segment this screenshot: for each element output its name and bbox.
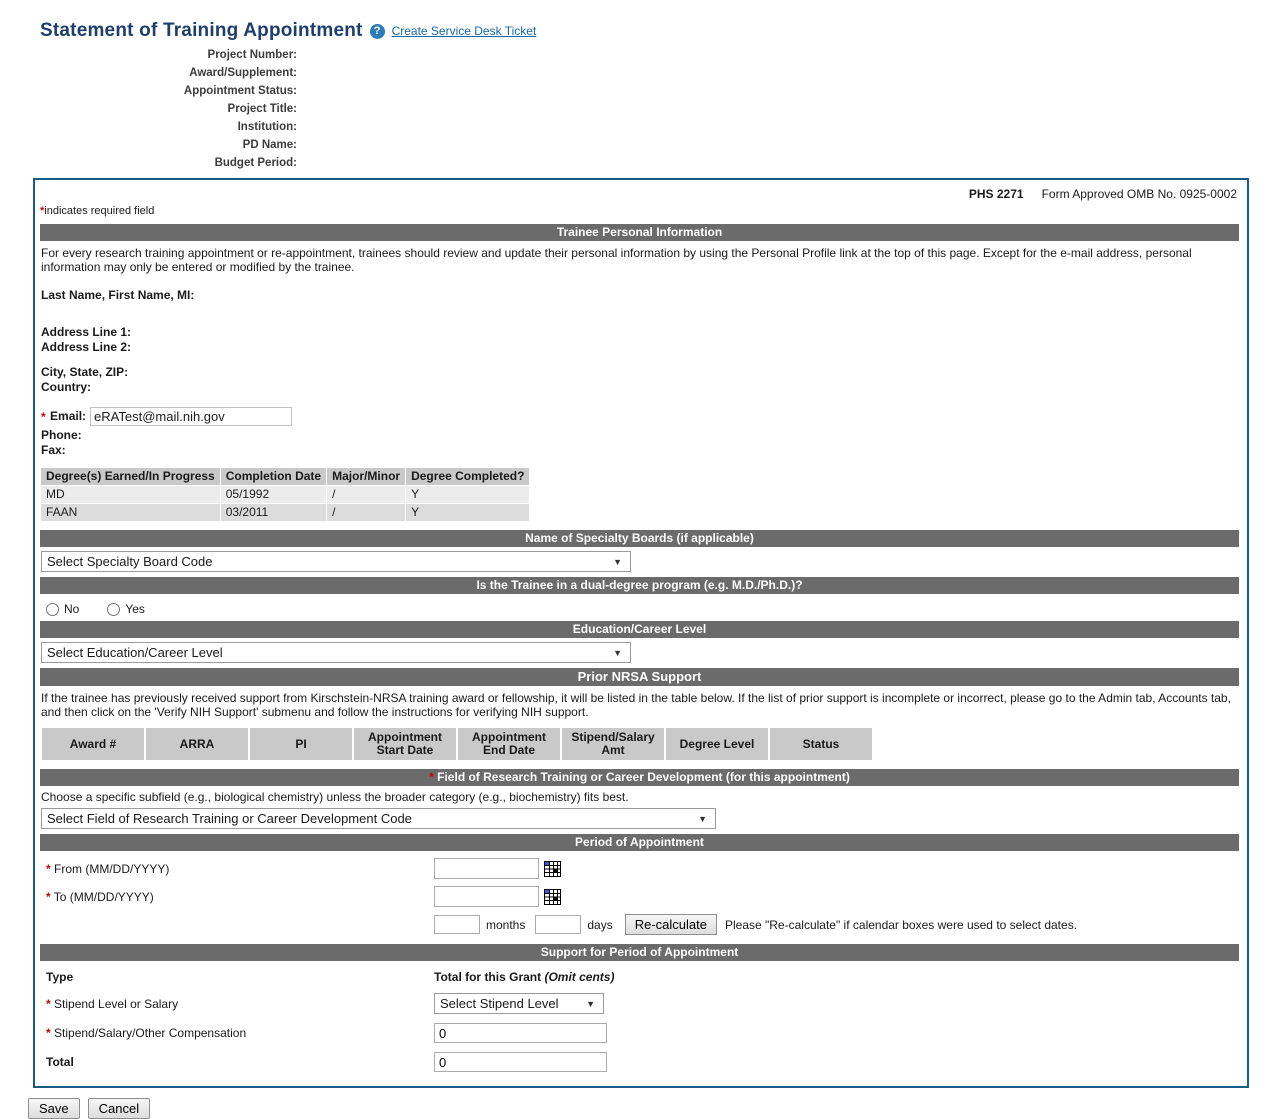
prior-header-stipend: Stipend/Salary Amt — [562, 728, 664, 760]
to-date-label: * To (MM/DD/YYYY) — [46, 889, 154, 904]
email-label: Email: — [50, 409, 87, 423]
prior-header-status: Status — [770, 728, 872, 760]
to-date-input[interactable] — [434, 886, 539, 907]
section-trainee-personal-information: Trainee Personal Information — [40, 224, 1239, 241]
pd-name-label: PD Name: — [242, 139, 297, 151]
section-support-period: Support for Period of Appointment — [40, 944, 1239, 961]
address1-label: Address Line 1: — [41, 325, 132, 339]
page-title: Statement of Training Appointment — [40, 20, 363, 41]
completion-cell: 03/2011 — [221, 504, 326, 521]
prior-header-end-date: Appointment End Date — [458, 728, 560, 760]
degrees-header-major: Major/Minor — [327, 468, 405, 485]
city-state-zip-label: City, State, ZIP: — [41, 365, 129, 379]
personal-info-intro: For every research training appointment or re-appointment, trainees should review and update their personal information by using the Personal Profile link at the top of this page. Except for the e-mail address, personal information may only be entered or modified by the trainee. — [41, 246, 1192, 274]
address2-label: Address Line 2: — [41, 340, 132, 354]
omb-approval: Form Approved OMB No. 0925-0002 — [1041, 187, 1237, 201]
create-service-desk-ticket-link[interactable]: Create Service Desk Ticket — [391, 24, 537, 38]
table-row — [41, 504, 529, 521]
prior-header-arra: ARRA — [146, 728, 248, 760]
award-supplement-label: Award/Supplement: — [189, 67, 297, 79]
email-required-asterisk: * — [41, 409, 46, 424]
grant-total-header: Total for this Grant (Omit cents) — [434, 970, 615, 984]
total-row — [40, 1052, 1239, 1072]
section-dual-degree: Is the Trainee in a dual-degree program (e.g. M.D./Ph.D.)? — [40, 577, 1239, 594]
completed-cell: Y — [406, 504, 529, 521]
cancel-button[interactable]: Cancel — [88, 1098, 150, 1119]
total-input[interactable] — [434, 1052, 607, 1072]
months-input[interactable] — [434, 915, 480, 934]
duration-row — [40, 914, 1239, 935]
total-label: Total — [46, 1055, 74, 1069]
to-date-row — [40, 886, 1239, 907]
major-cell: / — [327, 486, 405, 503]
name-label: Last Name, First Name, MI: — [41, 288, 195, 302]
support-header-row — [40, 970, 1239, 984]
appointment-status-label: Appointment Status: — [183, 85, 297, 97]
compensation-label: * Stipend/Salary/Other Compensation — [46, 1026, 247, 1040]
section-period-of-appointment: Period of Appointment — [40, 834, 1239, 851]
stipend-level-select[interactable]: Select Stipend Level ▼ — [434, 993, 604, 1014]
save-button[interactable]: Save — [28, 1098, 80, 1119]
from-date-input[interactable] — [434, 858, 539, 879]
type-label: Type — [46, 970, 74, 984]
major-cell: / — [327, 504, 405, 521]
chevron-down-icon: ▼ — [613, 647, 622, 658]
from-date-label: * From (MM/DD/YYYY) — [46, 861, 170, 876]
phone-label: Phone: — [41, 428, 82, 442]
completion-cell: 05/1992 — [221, 486, 326, 503]
degree-cell: MD — [41, 486, 220, 503]
specialty-board-select[interactable]: Select Specialty Board Code ▼ — [41, 551, 631, 572]
degrees-table — [40, 467, 530, 522]
from-date-row — [40, 858, 1239, 879]
stipend-level-label: * Stipend Level or Salary — [46, 996, 179, 1011]
form-number: PHS 2271 — [968, 187, 1024, 201]
required-field-note: *indicates required field — [40, 205, 155, 217]
stipend-level-row — [40, 993, 1239, 1014]
table-row — [41, 486, 529, 503]
dual-degree-yes-label: Yes — [125, 602, 145, 616]
dual-degree-radio-group — [46, 602, 1239, 616]
dual-degree-no-radio[interactable] — [46, 603, 59, 616]
email-row — [41, 407, 1239, 426]
page-header — [0, 0, 1282, 172]
phs-2271-form — [33, 178, 1249, 1088]
completed-cell: Y — [406, 486, 529, 503]
degrees-header-completion: Completion Date — [221, 468, 326, 485]
prior-header-start-date: Appointment Start Date — [354, 728, 456, 760]
recalculate-note: Please "Re-calculate" if calendar boxes were used to select dates. — [724, 917, 1078, 932]
dual-degree-no-label: No — [64, 602, 80, 616]
required-asterisk: * — [40, 205, 45, 217]
education-career-level-select[interactable]: Select Education/Career Level ▼ — [41, 642, 631, 663]
summary-fields — [40, 46, 297, 172]
prior-header-degree-level: Degree Level — [666, 728, 768, 760]
prior-header-award: Award # — [42, 728, 144, 760]
calendar-icon[interactable] — [544, 861, 561, 877]
prior-nrsa-intro: If the trainee has previously received support from Kirschstein-NRSA training award or fellowship, it will be listed in the table below. If the list of prior support is incomplete or incorrect, please go to the Admin tab, Accounts tab, and then click on the 'Verify NIH Support' submenu and follow the instructions for verifying NIH support. — [41, 691, 1231, 719]
dual-degree-yes-option[interactable] — [107, 602, 145, 616]
compensation-row — [40, 1023, 1239, 1043]
compensation-input[interactable] — [434, 1023, 607, 1043]
field-of-research-select[interactable]: Select Field of Research Training or Career Development Code ▼ — [41, 808, 716, 829]
field-of-research-note: Choose a specific subfield (e.g., biological chemistry) unless the broader category (e.g., biochemistry) fits best. — [41, 790, 629, 804]
project-title-label: Project Title: — [227, 103, 297, 115]
email-input[interactable] — [90, 407, 292, 426]
prior-nrsa-table — [40, 726, 874, 762]
days-label: days — [587, 917, 613, 932]
budget-period-label: Budget Period: — [214, 157, 297, 169]
section-prior-nrsa-support: Prior NRSA Support — [40, 668, 1239, 686]
recalculate-button[interactable]: Re-calculate — [625, 914, 717, 935]
section-specialty-boards: Name of Specialty Boards (if applicable) — [40, 530, 1239, 547]
calendar-icon[interactable] — [544, 889, 561, 905]
chevron-down-icon: ▼ — [586, 998, 595, 1009]
section-education-career-level: Education/Career Level — [40, 621, 1239, 638]
institution-label: Institution: — [237, 121, 297, 133]
field-required-asterisk: * — [429, 770, 434, 784]
form-actions — [28, 1098, 1282, 1119]
dual-degree-yes-radio[interactable] — [107, 603, 120, 616]
degree-cell: FAAN — [41, 504, 220, 521]
degrees-header-degree: Degree(s) Earned/In Progress — [41, 468, 220, 485]
chevron-down-icon: ▼ — [698, 813, 707, 824]
country-label: Country: — [41, 380, 91, 394]
days-input[interactable] — [535, 915, 581, 934]
fax-label: Fax: — [41, 443, 66, 457]
chevron-down-icon: ▼ — [613, 556, 622, 567]
help-icon[interactable]: ? — [370, 24, 385, 39]
project-number-label: Project Number: — [207, 49, 297, 61]
degrees-header-completed: Degree Completed? — [406, 468, 529, 485]
section-field-of-research: * Field of Research Training or Career Development (for this appointment) — [40, 769, 1239, 786]
dual-degree-no-option[interactable] — [46, 602, 79, 616]
prior-header-pi: PI — [250, 728, 352, 760]
months-label: months — [486, 917, 526, 932]
